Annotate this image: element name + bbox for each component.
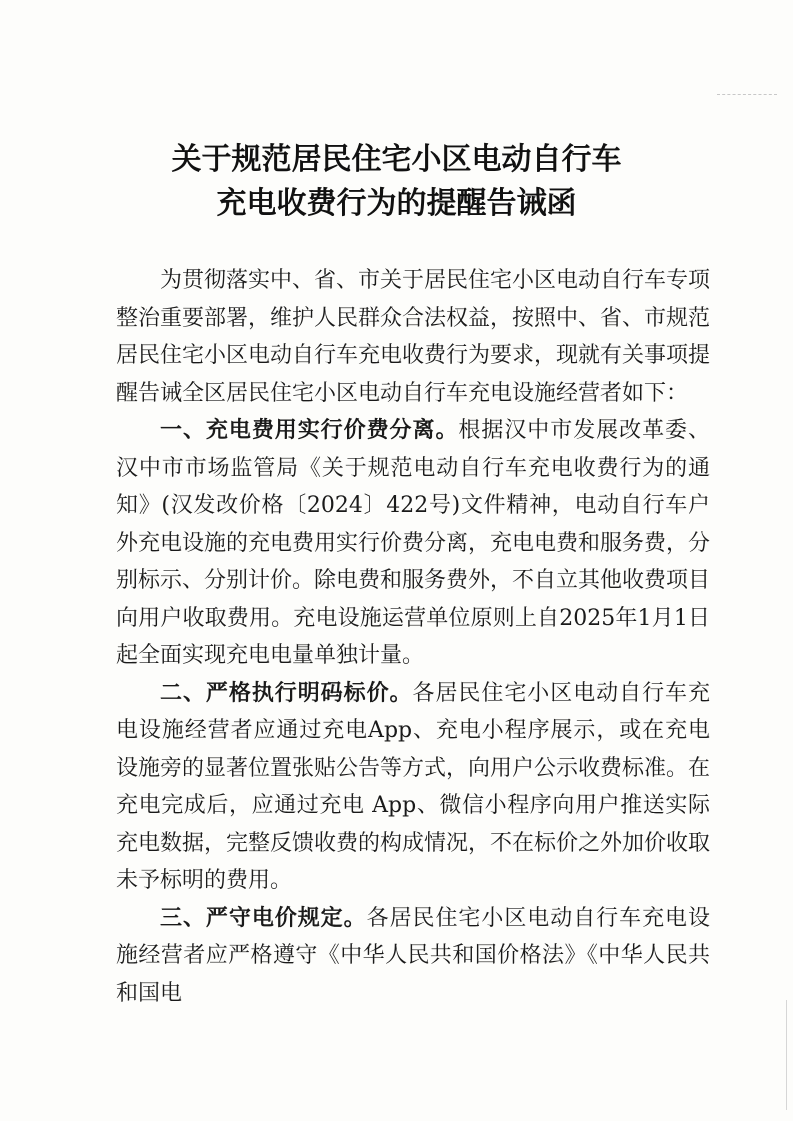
document-title-line-1: 关于规范居民住宅小区电动自行车 bbox=[171, 142, 622, 177]
paragraph-intro bbox=[116, 262, 710, 412]
paragraph-section-2 bbox=[116, 675, 710, 900]
document-body bbox=[116, 262, 710, 1012]
document-title-line-2: 充电收费行为的提醒告诫函 bbox=[216, 186, 577, 221]
section-heading: 一、充电费用实行价费分离。 bbox=[160, 417, 459, 443]
paragraph-section-3 bbox=[116, 900, 710, 1013]
scan-corner-mark bbox=[717, 94, 777, 95]
paragraph-text: 根据汉中市发展改革委、汉中市市场监管局《关于规范电动自行车充电收费行为的通知》(汉发改价格〔2024〕422号)文件精神，电动自行车户外充电设施的充电费用实行价费分离，充电电费和服务费，分别标示、分别计价。除电费和服务费外，不自立其他收费项目向用户收取费用。充电设施运营单位原则上自2025年1月1日起全面实现充电电量单独计量。 bbox=[116, 418, 711, 668]
scan-edge-mark bbox=[786, 1000, 787, 1110]
paragraph-section-1 bbox=[116, 412, 710, 675]
paragraph-text: 各居民住宅小区电动自行车充电设施经营者应严格遵守《中华人民共和国价格法》《中华人民共和国电 bbox=[116, 905, 710, 1006]
paragraph-text: 各居民住宅小区电动自行车充电设施经营者应通过充电App、充电小程序展示，或在充电设施旁的显著位置张贴公告等方式，向用户公示收费标准。在充电完成后，应通过充电 App、微信小程序向用户推送实际充电数据，完整反馈收费的构成情况，不在标价之外加价收取未予标明的费用。 bbox=[116, 680, 711, 893]
section-heading: 三、严守电价规定。 bbox=[160, 904, 367, 931]
section-heading: 二、严格执行明码标价。 bbox=[160, 679, 413, 706]
paragraph-text: 为贯彻落实中、省、市关于居民住宅小区电动自行车专项整治重要部署，维护人民群众合法权益，按照中、省、市规范居民住宅小区电动自行车充电收费行为要求，现就有关事项提醒告诫全区居民住宅小区电动自行车充电设施经营者如下： bbox=[116, 268, 711, 406]
